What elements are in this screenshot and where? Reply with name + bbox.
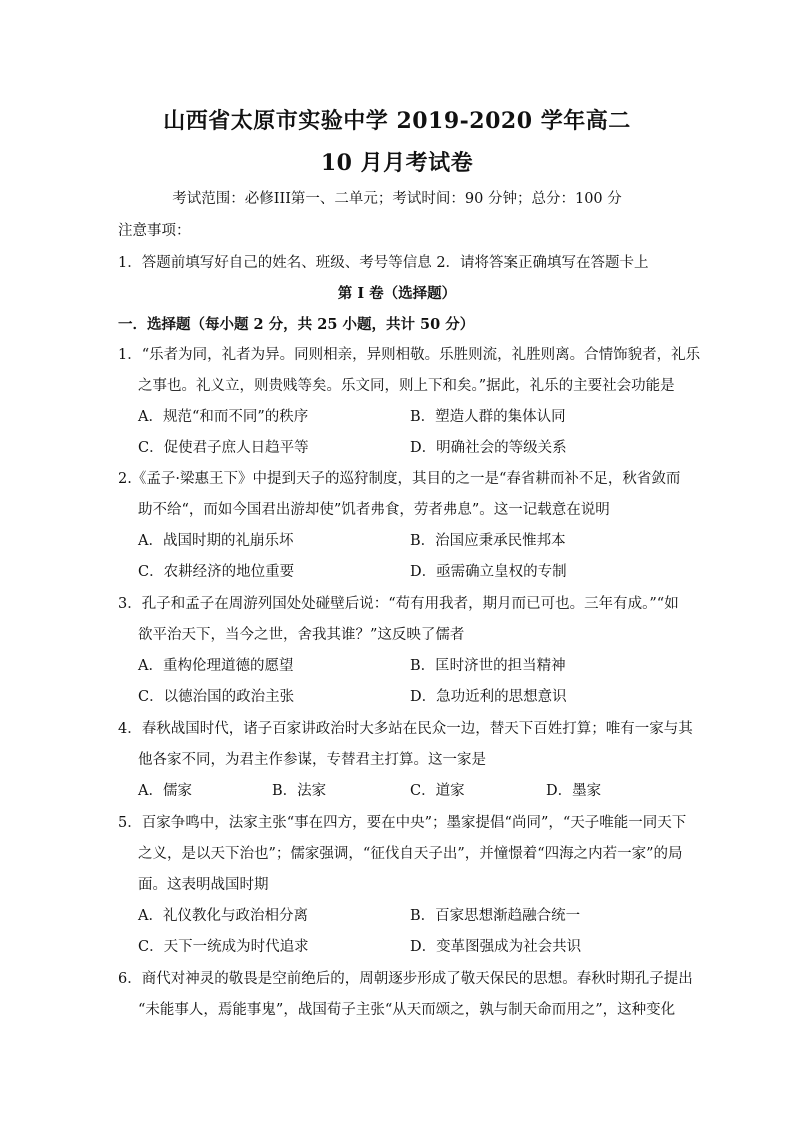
notes-label: 注意事项： xyxy=(118,223,191,239)
option-a: A．礼仪教化与政治相分离 xyxy=(138,908,308,924)
volume-title: 第 I 卷（选择题） xyxy=(337,285,457,302)
exam-title-line1: 山西省太原市实验中学 2019-2020 学年高二 xyxy=(163,108,631,134)
option-d: D．变革图强成为社会共识 xyxy=(410,939,582,955)
option-b: B．治国应秉承民惟邦本 xyxy=(410,533,566,549)
notes-item: 1．答题前填写好自己的姓名、班级、考号等信息 2．请将答案正确填写在答题卡上 xyxy=(118,255,649,271)
option-b: B．塑造人群的集体认同 xyxy=(410,409,566,425)
option-d: D．亟需确立皇权的专制 xyxy=(410,564,567,580)
question-text-line: 1．“乐者为同，礼者为异。同则相亲，异则相敬。乐胜则流，礼胜则离。合情饰貌者，礼乐 xyxy=(118,347,701,363)
question-text-line: 3．孔子和孟子在周游列国处处碰壁后说：“苟有用我者，期月而已可也。三年有成。”“如 xyxy=(118,596,679,612)
option-c: C．道家 xyxy=(410,783,465,799)
question-text-line: 之义，是以天下治也”；儒家强调，“征伐自天子出”，并憧憬着“四海之内若一家”的局 xyxy=(138,846,683,862)
question-text-line: 5．百家争鸣中，法家主张“事在四方，要在中央”；墨家提倡“尚同”，“天子唯能一同天下 xyxy=(118,815,687,831)
option-d: D．急功近利的思想意识 xyxy=(410,689,567,705)
question-text-line: 2.《孟子·梁惠王下》中提到天子的巡狩制度，其目的之一是“春省耕而补不足，秋省敛而 xyxy=(118,471,681,487)
option-d: D．墨家 xyxy=(546,783,602,799)
question-text-line: 4．春秋战国时代，诸子百家讲政治时大多站在民众一边，替天下百姓打算；唯有一家与其 xyxy=(118,721,693,737)
question-text-line: 他各家不同，为君主作参谋，专替君主打算。这一家是 xyxy=(138,752,486,768)
option-b: B．百家思想渐趋融合统一 xyxy=(410,908,581,924)
option-a: A．儒家 xyxy=(138,783,192,799)
exam-title-line2: 10 月月考试卷 xyxy=(320,150,474,176)
option-c: C．促使君子庶人日趋平等 xyxy=(138,440,309,456)
question-text-line: 欲平治天下，当今之世，舍我其谁？”这反映了儒者 xyxy=(138,627,465,643)
option-c: C．农耕经济的地位重要 xyxy=(138,564,295,580)
exam-info: 考试范围：必修III第一、二单元；考试时间：90 分钟；总分：100 分 xyxy=(172,191,622,207)
option-a: A．规范“和而不同”的秩序 xyxy=(138,409,309,425)
option-b: B．匡时济世的担当精神 xyxy=(410,658,566,674)
section-heading: 一．选择题（每小题 2 分，共 25 小题，共计 50 分） xyxy=(118,316,475,333)
option-a: A．重构伦理道德的愿望 xyxy=(138,658,294,674)
option-b: B．法家 xyxy=(272,783,327,799)
question-text-line: 面。这表明战国时期 xyxy=(138,877,269,893)
question-text-line: 6．商代对神灵的敬畏是空前绝后的，周朝逐步形成了敬天保民的思想。春秋时期孔子提出 xyxy=(118,971,693,987)
option-d: D．明确社会的等级关系 xyxy=(410,440,567,456)
question-text-line: 助不给“，而如今国君出游却使”饥者弗食，劳者弗息”。这一记载意在说明 xyxy=(138,502,610,518)
option-c: C．以德治国的政治主张 xyxy=(138,689,295,705)
option-c: C．天下一统成为时代追求 xyxy=(138,939,309,955)
question-text-line: 之事也。礼义立，则贵贱等矣。乐文同，则上下和矣。”据此，礼乐的主要社会功能是 xyxy=(138,378,675,394)
option-a: A．战国时期的礼崩乐坏 xyxy=(138,533,294,549)
question-text-line: “未能事人，焉能事鬼”，战国荀子主张“从天而颂之，孰与制天命而用之”，这种变化 xyxy=(138,1002,676,1018)
